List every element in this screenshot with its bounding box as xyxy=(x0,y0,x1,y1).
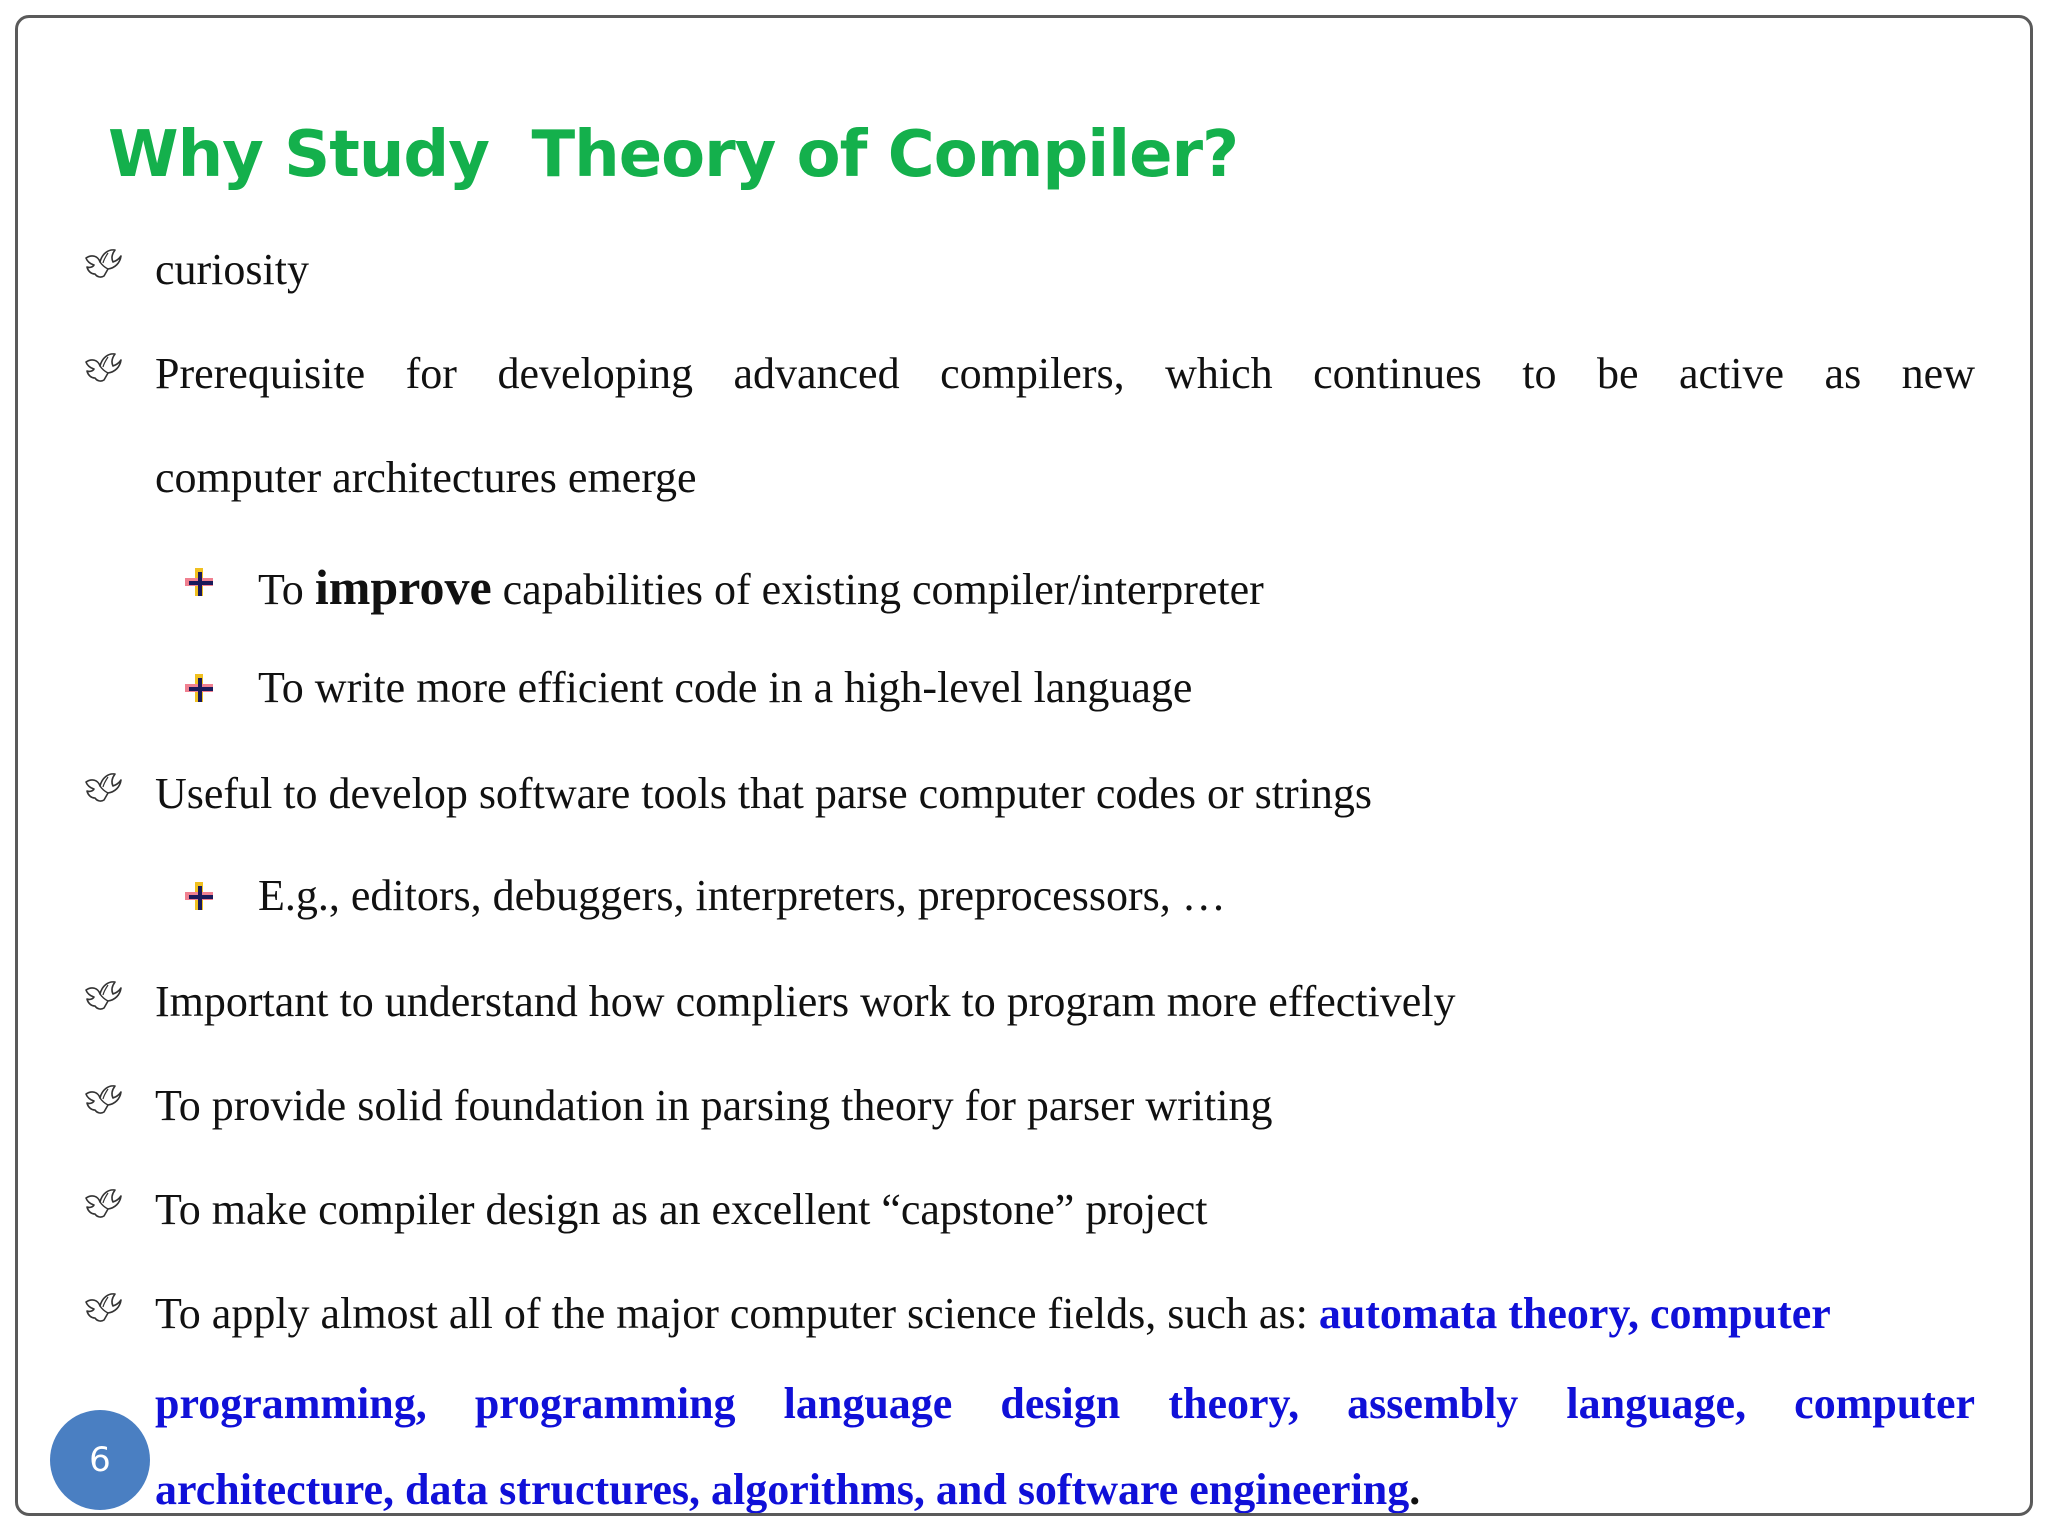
subbullet-efficient-code: To write more efficient code in a high-level language xyxy=(258,663,1193,712)
bullet-understand-compilers: Important to understand how compliers work to program more effectively xyxy=(155,977,1456,1026)
subbullet-editors: E.g., editors, debuggers, interpreters, preprocessors, … xyxy=(258,871,1226,920)
plus-icon xyxy=(183,880,217,914)
subbullet-improve-post: capabilities of existing compiler/interpreter xyxy=(491,565,1264,614)
plus-icon xyxy=(183,672,217,706)
bullet-cs-fields-line2: programming, programming language design theory, assembly language, computer xyxy=(155,1379,1975,1428)
dove-icon xyxy=(82,770,124,812)
slide xyxy=(15,15,2033,1516)
bullet-prerequisite-line2: computer architectures emerge xyxy=(155,453,697,502)
bullet-software-tools: Useful to develop software tools that parse computer codes or strings xyxy=(155,769,1373,818)
plus-icon xyxy=(183,566,217,600)
bullet-curiosity: curiosity xyxy=(155,245,309,294)
dove-icon xyxy=(82,350,124,392)
dove-icon xyxy=(82,246,124,288)
bullet-capstone: To make compiler design as an excellent “capstone” project xyxy=(155,1185,1208,1234)
dove-icon xyxy=(82,1290,124,1332)
dove-icon xyxy=(82,1082,124,1124)
cs-fields-intro: To apply almost all of the major computer science fields, such as: xyxy=(155,1289,1319,1338)
cs-fields-period: . xyxy=(1409,1465,1421,1514)
slide-title: Why Study Theory of Compiler? xyxy=(108,118,1239,192)
dove-icon xyxy=(82,1186,124,1228)
bullet-prerequisite-line1: Prerequisite for developing advanced compilers, which continues to be active as new xyxy=(155,349,1975,398)
bullet-cs-fields-line1 xyxy=(155,1288,1831,1339)
cs-fields-highlight-3: architecture, data structures, algorithms, and software engineering xyxy=(155,1465,1410,1514)
bullet-cs-fields-line3 xyxy=(155,1464,1420,1515)
page-number-badge: 6 xyxy=(50,1410,150,1510)
bullet-parsing-theory: To provide solid foundation in parsing theory for parser writing xyxy=(155,1081,1273,1130)
subbullet-improve-bold: improve xyxy=(314,559,492,615)
subbullet-improve-pre: To xyxy=(258,565,315,614)
dove-icon xyxy=(82,978,124,1020)
cs-fields-highlight-1: automata theory, computer xyxy=(1318,1289,1831,1338)
subbullet-improve xyxy=(258,558,1264,616)
